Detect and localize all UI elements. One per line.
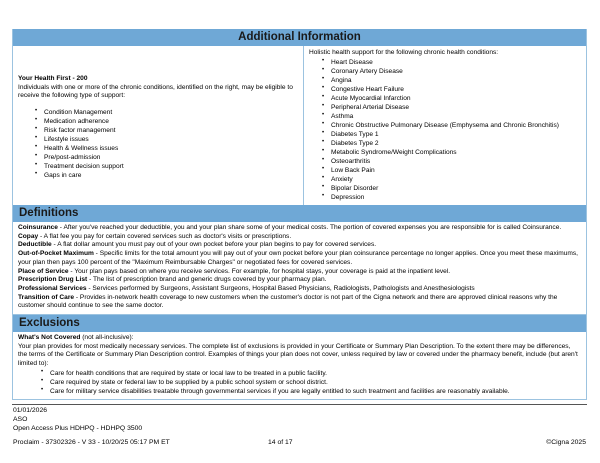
copyright: ©Cigna 2025 xyxy=(546,439,586,446)
footer-divider xyxy=(12,404,587,405)
exclusions-subheading-rest: (not all-inclusive): xyxy=(80,334,134,341)
exclusions-body xyxy=(12,332,587,400)
list-item: • Care required by state or federal law to be supplied by a public school system or school district. xyxy=(50,378,581,387)
definition-term: Out-of-Pocket Maximum xyxy=(18,250,94,258)
list-item: • Low Back Pain xyxy=(331,166,581,175)
definition-text: - Services performed by Surgeons, Assistant Surgeons, Hospital Based Physicians, Radiologists, Pathologists and Anesthesiologists xyxy=(86,284,475,292)
list-item: • Anxiety xyxy=(331,175,581,184)
list-item: • Treatment decision support xyxy=(44,162,298,171)
exclusions-subheading-bold: What's Not Covered xyxy=(18,334,81,341)
list-item: • Gaps in care xyxy=(44,171,298,180)
your-health-first-heading: Your Health First - 200 xyxy=(18,75,88,82)
plan-name: Open Access Plus HDHPQ - HDHPQ 3500 xyxy=(13,425,143,433)
exclusions-section xyxy=(12,315,587,400)
list-item: • Depression xyxy=(331,193,581,202)
list-item: • Care for military service disabilities treatable through governmental services if you are legally entitled to such treatment and facilities are reasonably available. xyxy=(50,387,581,396)
definition-entry xyxy=(18,276,581,285)
additional-information-section xyxy=(12,29,587,207)
definition-term: Place of Service xyxy=(18,267,69,275)
list-item: • Medication adherence xyxy=(44,117,298,126)
list-item: • Health & Wellness issues xyxy=(44,144,298,153)
list-item: • Bipolar Disorder xyxy=(331,184,581,193)
list-item: • Osteoarthritis xyxy=(331,157,581,166)
definition-term: Coinsurance xyxy=(18,224,58,231)
footer-bar xyxy=(13,438,587,447)
list-item: • Care for health conditions that are required by state or local law to be treated in a public facility. xyxy=(50,369,581,378)
chronic-conditions-intro: Holistic health support for the following chronic health conditions: xyxy=(309,49,499,56)
definition-text: - After you've reached your deductible, you and your plan share some of your medical costs. The portion of covered expenses you are responsible for is called Coinsurance. xyxy=(57,224,562,231)
definition-entry xyxy=(18,241,581,250)
definition-text: - A flat dollar amount you must pay out of your own pocket before your plan begins to pay for covered services. xyxy=(51,241,377,249)
definition-term: Professional Services xyxy=(18,284,87,292)
definition-entry xyxy=(18,233,581,242)
list-item: • Congestive Heart Failure xyxy=(331,85,581,94)
list-item: • Peripheral Arterial Disease xyxy=(331,103,581,112)
funding-type: ASO xyxy=(13,416,28,424)
list-item: • Diabetes Type 1 xyxy=(331,130,581,139)
additional-information-left-column xyxy=(13,46,304,206)
exclusions-subheading xyxy=(18,334,581,343)
list-item: • Heart Disease xyxy=(331,58,581,67)
footer-meta xyxy=(13,406,142,434)
list-item: • Chronic Obstructive Pulmonary Disease (Emphysema and Chronic Bronchitis) xyxy=(331,121,581,130)
definition-entry xyxy=(18,250,581,267)
definition-entry xyxy=(18,285,581,294)
additional-information-banner: Additional Information xyxy=(12,29,587,46)
definition-text: - The list of prescription brand and generic drugs covered by your pharmacy plan. xyxy=(87,276,327,284)
definition-term: Transition of Care xyxy=(18,293,75,301)
list-item: • Coronary Artery Disease xyxy=(331,67,581,76)
definition-entry xyxy=(18,294,581,311)
chronic-conditions-list xyxy=(309,58,581,202)
list-item: • Diabetes Type 2 xyxy=(331,139,581,148)
page-number: 14 of 17 xyxy=(268,439,293,446)
support-type-list xyxy=(18,108,298,180)
definition-term: Deductible xyxy=(18,241,52,249)
list-item: • Risk factor management xyxy=(44,126,298,135)
list-item: • Angina xyxy=(331,76,581,85)
definitions-banner: Definitions xyxy=(12,205,587,222)
definitions-section xyxy=(12,205,587,315)
additional-information-table xyxy=(12,46,587,207)
list-item: • Lifestyle issues xyxy=(44,135,298,144)
exclusions-intro: Your plan provides for most medically necessary services. The complete list of exclusions is provided in your Certificate or Summary Plan Description. To the extent there may be differences, the terms of the Certificate or Summary Plan Description control. Examples of things your plan does not cover, unless required by law or covered under the pharmacy benefit, include (but aren't limited to): xyxy=(18,342,578,368)
definition-entry xyxy=(18,224,581,233)
spacer xyxy=(18,101,298,108)
definition-text: - Specific limits for the total amount you will pay out of your own pocket before your plan coinsurance percentage no longer applies. Once you meet these maximums, your plan then pays 100 percent of the "Maximum Reimbursable Charges" or negotiated fees for covered services. xyxy=(18,250,579,266)
list-item: • Metabolic Syndrome/Weight Complications xyxy=(331,148,581,157)
exclusions-banner: Exclusions xyxy=(12,315,587,332)
definition-entry xyxy=(18,268,581,277)
additional-information-right-column xyxy=(304,46,586,206)
definition-term: Copay xyxy=(18,232,39,240)
effective-date: 01/01/2026 xyxy=(13,407,48,414)
definition-text: - A flat fee you pay for certain covered services such as doctor's visits or prescriptions. xyxy=(38,232,292,240)
definition-text: - Your plan pays based on where you receive services. For example, for hospital stays, your coverage is paid at the inpatient level. xyxy=(68,267,451,275)
list-item: • Asthma xyxy=(331,112,581,121)
list-item: • Condition Management xyxy=(44,108,298,117)
your-health-first-intro: Individuals with one or more of the chronic conditions, identified on the right, may be eligible to receive the following type of support: xyxy=(18,83,293,100)
definitions-body xyxy=(12,222,587,315)
list-item: • Acute Myocardial Infarction xyxy=(331,94,581,103)
footer-source-line: Proclaim - 37302326 - V 33 - 10/20/25 05:17 PM ET xyxy=(13,439,170,446)
list-item: • Pre/post-admission xyxy=(44,153,298,162)
exclusions-list xyxy=(18,369,581,396)
definition-text: - Provides in-network health coverage to new customers when the customer's doctor is not part of the Cigna network and there are approved clinical reasons why the customer should continue to see the same doctor. xyxy=(18,293,558,310)
definition-term: Prescription Drug List xyxy=(18,276,88,284)
